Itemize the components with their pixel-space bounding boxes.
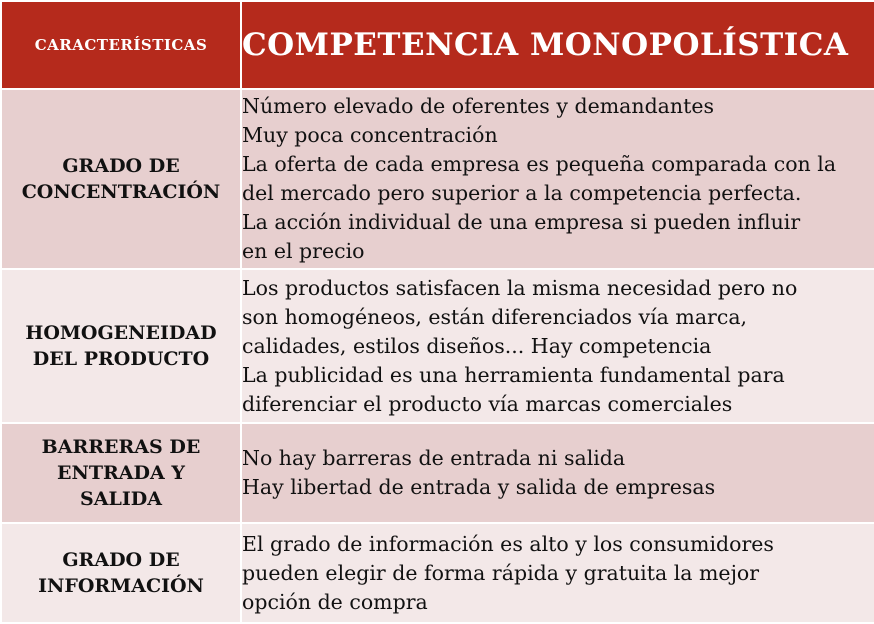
- table-row: [1, 423, 874, 523]
- label-line: CONCENTRACIÓN: [21, 181, 221, 203]
- label-line: GRADO DE: [62, 155, 180, 177]
- label-line: SALIDA: [80, 488, 162, 510]
- content-line: en el precio: [242, 239, 365, 263]
- content-line: pueden elegir de forma rápida y gratuita la mejor: [242, 560, 760, 585]
- header-characteristics: CARACTERÍSTICAS: [1, 1, 241, 89]
- content-line: El grado de información es alto y los consumidores: [242, 531, 774, 556]
- table-row: [1, 523, 874, 623]
- row-content: [241, 523, 874, 623]
- row-content: [241, 89, 874, 269]
- content-line: diferenciar el producto vía marcas comerciales: [242, 391, 733, 416]
- header-title: COMPETENCIA MONOPOLÍSTICA: [241, 1, 874, 89]
- table-row: [1, 269, 874, 423]
- content-line: Número elevado de oferentes y demandantes: [242, 94, 715, 118]
- row-label: [1, 89, 241, 269]
- row-content: [241, 423, 874, 523]
- label-line: GRADO DE: [62, 549, 180, 571]
- label-line: BARRERAS DE: [41, 436, 201, 458]
- row-label: [1, 269, 241, 423]
- label-line: INFORMACIÓN: [38, 575, 204, 597]
- row-label: [1, 523, 241, 623]
- label-line: HOMOGENEIDAD: [25, 322, 217, 344]
- content-line: son homogéneos, están diferenciados vía marca,: [242, 304, 748, 329]
- table-row: [1, 89, 874, 269]
- content-line: Hay libertad de entrada y salida de empresas: [242, 475, 716, 499]
- content-line: Los productos satisfacen la misma necesidad pero no: [242, 275, 798, 300]
- table-header-row: [1, 1, 874, 89]
- content-line: del mercado pero superior a la competencia perfecta.: [242, 181, 802, 205]
- content-line: Muy poca concentración: [242, 123, 498, 147]
- content-line: La oferta de cada empresa es pequeña comparada con la: [242, 152, 837, 176]
- content-line: calidades, estilos diseños... Hay competencia: [242, 333, 712, 358]
- content-line: No hay barreras de entrada ni salida: [242, 446, 626, 470]
- row-label: [1, 423, 241, 523]
- content-line: La acción individual de una empresa si pueden influir: [242, 210, 801, 234]
- content-line: opción de compra: [242, 589, 428, 614]
- label-line: DEL PRODUCTO: [32, 348, 210, 370]
- label-line: ENTRADA Y: [57, 462, 185, 484]
- content-line: La publicidad es una herramienta fundamental para: [242, 362, 785, 387]
- row-content: [241, 269, 874, 423]
